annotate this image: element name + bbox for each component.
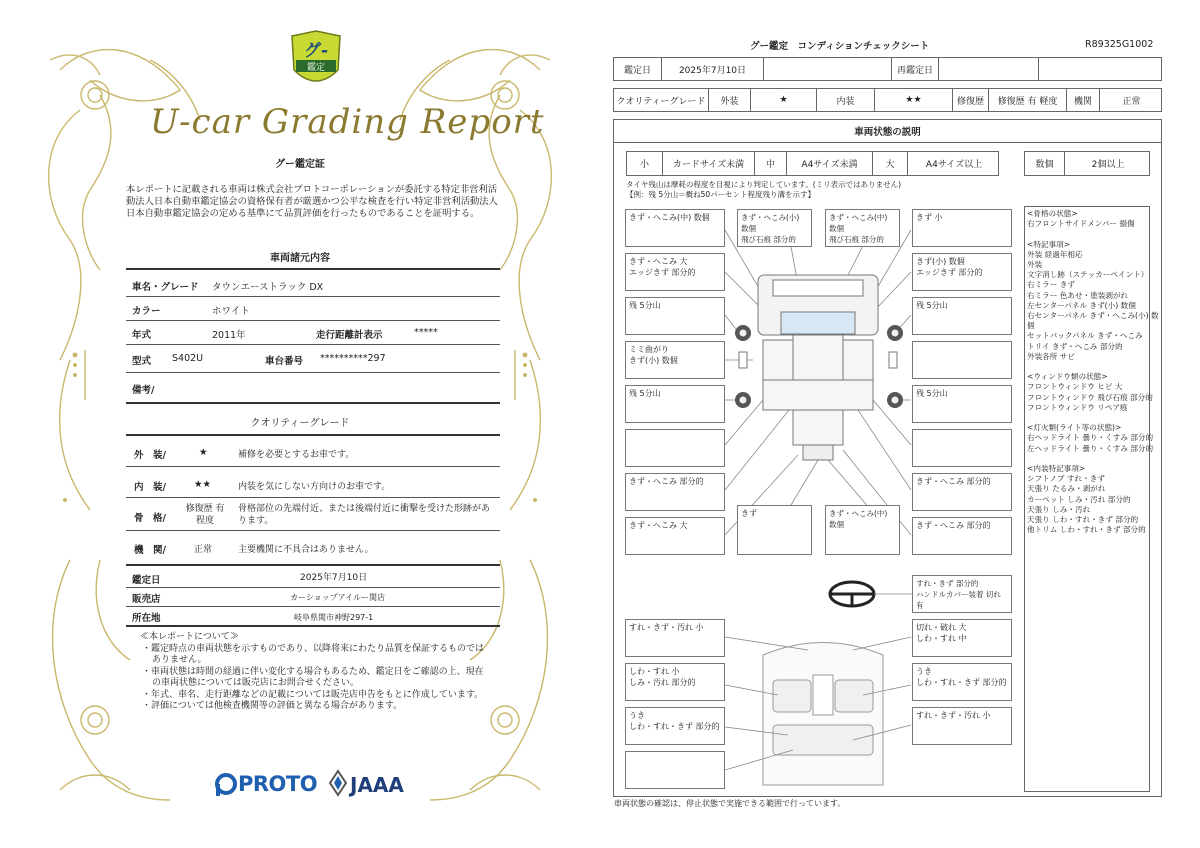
legend-small: 小 [627, 152, 663, 175]
side-note-line: <特記事項> [1027, 239, 1071, 249]
grade-label: クオリティーグレード [614, 89, 709, 111]
side-note-line: <骨格の状態> [1027, 209, 1078, 218]
int-box [625, 751, 725, 789]
mileage-label: 走行距離計表示 [316, 330, 383, 341]
sheet-title: グー鑑定 コンディションチェックシート [750, 41, 930, 52]
jaaa-logo-icon [328, 769, 348, 797]
side-note-line: 文字消し跡（ステッカーペイント） [1027, 270, 1149, 280]
ext-box: ミミ曲がり きず(小) 数個 [625, 341, 725, 379]
side-note-line: 右ミラー きず [1027, 280, 1075, 290]
side-note-line: トリイ きず・へこみ 部分的 [1027, 341, 1123, 351]
spec-title: 車両諸元内容 [270, 253, 330, 264]
int-box: うき しわ・すれ・きず 部分的 [912, 663, 1012, 701]
name-value: タウンエーストラック DX [212, 282, 324, 293]
quality-label-engine: 機 関/ [134, 545, 166, 556]
name-label: 車名・グレード [132, 282, 199, 293]
side-note-line [1027, 229, 1162, 239]
ext-box: きず・へこみ(中) 数個 [625, 209, 725, 247]
legend-mid: 中 [755, 152, 787, 175]
legend-small-desc: カードサイズ未満 [663, 152, 755, 175]
cert-title: グー鑑定証 [275, 159, 325, 170]
ext-box: きず・へこみ 部分的 [625, 473, 725, 511]
script-title: U-car Grading Report [150, 102, 545, 142]
date-row [613, 57, 1162, 81]
int-value: ★★ [875, 89, 953, 111]
int-box: すれ・きず・汚れ 小 [625, 619, 725, 657]
report-notes [140, 632, 490, 713]
ext-box: きず・へこみ 部分的 [912, 473, 1012, 511]
tire-note-1: タイヤ残山は摩耗の程度を目視により判定しています。(ミリ表示ではありません) [626, 180, 902, 189]
address-label: 所在地 [132, 613, 161, 624]
side-note-line: <灯火類(ライト等の状態)> [1027, 423, 1122, 433]
dealer: カーショップアイルー関店 [290, 593, 385, 602]
side-note-line: 右センターパネル きず・へこみ(小) 数個 [1027, 311, 1159, 331]
ext-box: きず・へこみ 大 エッジきず 部分的 [625, 253, 725, 291]
svg-text:グ-: グ- [303, 41, 329, 61]
side-note-line: フロントウィンドウ リペア痕 [1027, 402, 1128, 412]
side-note-line: <ウィンドウ類の状態> [1027, 372, 1108, 382]
ext-box [625, 429, 725, 467]
quality-desc-int: 内装を気にしない方向けのお車です。 [238, 482, 391, 492]
int-label: 内装 [817, 89, 875, 111]
ext-box: 残 5分山 [625, 385, 725, 423]
sheet-id: R89325G1002 [1085, 39, 1154, 50]
quality-label-frame: 骨 格/ [134, 513, 166, 524]
int-box-wheel: すれ・きず 部分的 ハンドルカバー装着 切れ有 [912, 575, 1012, 613]
count-legend [1024, 151, 1150, 176]
notes-title: ≪本レポートについて≫ [140, 632, 239, 642]
int-box: すれ・きず・汚れ 小 [912, 707, 1012, 745]
tire-note-2: 【例：残 5分山＝概ね50パーセント程度残り溝を示す】 [626, 190, 816, 199]
date-label: 鑑定日 [614, 58, 662, 80]
side-note-line: 外装 経過年相応 [1027, 249, 1083, 259]
engine-label: 機関 [1067, 89, 1100, 111]
reappraisal-label: 再鑑定日 [892, 58, 939, 80]
model-value: S402U [172, 353, 204, 364]
legend-count-desc: 2個以上 [1091, 160, 1125, 170]
model-label: 型式 [132, 356, 152, 367]
size-legend [626, 151, 999, 176]
ext-box: きず(小) 数個 エッジきず 部分的 [912, 253, 1012, 291]
int-box: うき しわ・すれ・きず 部分的 [625, 707, 725, 745]
side-note-line: 左ヘッドライト 曇り・くすみ 部分的 [1027, 443, 1154, 453]
side-note-line: 外装 [1027, 260, 1043, 270]
int-box: しわ・すれ 小 しみ・汚れ 部分的 [625, 663, 725, 701]
side-note-line: 天張り しみ・汚れ [1027, 504, 1091, 514]
ext-box: 残 5分山 [912, 385, 1012, 423]
ext-box: きず・へこみ(中) 数個 飛び石痕 部分的 [825, 209, 900, 247]
side-note-line: 右ミラー 色あせ・塗装剥がれ [1027, 290, 1129, 300]
remarks-label: 備考/ [132, 385, 155, 396]
side-note-line: <内装特記事項> [1027, 464, 1086, 474]
date-value: 2025年7月10日 [662, 58, 764, 80]
quality-desc-engine: 主要機関に不具合はありません。 [238, 545, 374, 555]
ext-box [912, 341, 1012, 379]
address: 岐阜県関市神野297-1 [294, 613, 374, 622]
side-note-line [1027, 454, 1162, 464]
grade-row [613, 88, 1162, 112]
note-item: ・車両状態は時間の経過に伴い変化する場合もあるため、鑑定日をご確認の上、現在の車両状態については販売店にお問合せください。 [142, 666, 484, 688]
legend-mid-desc: A4サイズ未満 [787, 152, 873, 175]
ext-box: きず・へこみ 部分的 [912, 517, 1012, 555]
reappraisal-blank [1039, 58, 1163, 80]
legend-large: 大 [873, 152, 908, 175]
year-value: 2011年 [212, 330, 246, 341]
side-note-line: フロントウィンドウ 飛び石痕 部分的 [1027, 392, 1153, 402]
side-note-line: フロントウィンドウ ヒビ 大 [1027, 382, 1123, 392]
section-title: 車両状態の説明 [613, 119, 1162, 143]
note-item: ・鑑定時点の車両状態を示すものであり、以降将来にわたり品質を保証するものではありません。 [142, 643, 485, 665]
side-note-line: 外装各所 サビ [1027, 351, 1075, 361]
side-note-line: カーペット しみ・汚れ 部分的 [1027, 494, 1131, 504]
ext-box: 残 5分山 [625, 297, 725, 335]
date-blank [764, 58, 892, 80]
color-value: ホワイト [212, 306, 250, 317]
side-note-line [1027, 413, 1162, 423]
legend-large-desc: A4サイズ以上 [925, 160, 983, 170]
repair-label: 修復歴 [953, 89, 989, 111]
quality-desc-frame: 骨格部位の先端付近、または後端付近に衝撃を受けた形跡があります。 [238, 504, 491, 526]
ext-box: きず 小 [912, 209, 1012, 247]
ext-label: 外装 [709, 89, 751, 111]
quality-label-ext: 外 装/ [134, 450, 166, 461]
svg-text:鑑定: 鑑定 [306, 63, 326, 73]
side-note-line: 右ヘッドライト 曇り・くすみ 部分的 [1027, 433, 1154, 443]
mileage-value: ***** [414, 327, 438, 338]
quality-desc-ext: 補修を必要とするお車です。 [238, 450, 355, 460]
side-note-line: 左センターパネル きず(小) 数個 [1027, 300, 1136, 310]
ext-value: ★ [751, 89, 817, 111]
chassis-value: **********297 [320, 353, 386, 364]
dealer-label: 販売店 [132, 594, 161, 605]
proto-logo: PROTO [238, 772, 318, 796]
appraisal-date-label: 鑑定日 [132, 575, 161, 586]
side-note-line: 天張り しわ・すれ・きず 部分的 [1027, 515, 1139, 525]
chassis-label: 車台番号 [265, 356, 304, 367]
ext-box [912, 429, 1012, 467]
quality-label-int: 内 装/ [134, 482, 166, 493]
int-box: 切れ・破れ 大 しわ・すれ 中 [912, 619, 1012, 657]
quality-title: クオリティーグレード [250, 418, 350, 429]
appraisal-date: 2025年7月10日 [300, 573, 368, 583]
goo-appraisal-badge-icon [288, 30, 344, 92]
year-label: 年式 [132, 330, 152, 341]
color-label: カラー [132, 306, 161, 317]
reappraisal-value [939, 58, 1039, 80]
side-note-line: 右フロントサイドメンバー 損傷 [1027, 219, 1135, 229]
engine-value: 正常 [1122, 96, 1141, 107]
note-item: ・評価については他検査機関等の評価と異なる場合があります。 [142, 701, 403, 711]
quality-value-engine: 正常 [194, 545, 213, 555]
side-note-line: セットバックパネル きず・へこみ [1027, 331, 1143, 341]
quality-value-frame: 修復歴 有 程度 [185, 504, 225, 526]
quality-value-ext: ★ [199, 447, 208, 458]
side-note-line: シフトノブ すれ・きず [1027, 474, 1105, 484]
side-notes [1027, 209, 1162, 536]
ext-box: きず・へこみ(小) 数個 飛び石痕 部分的 [737, 209, 812, 247]
proto-logo-icon [214, 772, 238, 798]
ext-box: 残 5分山 [912, 297, 1012, 335]
ext-box: きず・へこみ(中) 数個 [825, 505, 900, 555]
jaaa-logo: JAAA [350, 773, 404, 797]
legend-count: 数個 [1025, 152, 1065, 175]
repair-value: 修復歴 有 軽度 [989, 89, 1067, 111]
ext-box: きず [737, 505, 812, 555]
sheet-footer: 車両状態の確認は、停止状態で実施できる範囲で行っています。 [614, 799, 846, 808]
ext-box: きず・へこみ 大 [625, 517, 725, 555]
cert-text: 本レポートに記載される車両は株式会社プロトコーポレーションが委託する特定非営利活動法人日本自動車鑑定協会の資格保有者が厳選かつ公平な検査を行い特定非営利活動法人日本自動車鑑定協会の定める基準にて品質評価を行ったものであることを証明する。 [126, 184, 498, 219]
side-note-line: 他トリム しわ・すれ・きず 部分的 [1027, 525, 1146, 535]
quality-value-int: ★★ [194, 479, 212, 490]
note-item: ・年式、車名、走行距離などの記載については販売店申告をもとに作成しています。 [142, 689, 484, 700]
side-note-line: 天張り たるみ・剥がれ [1027, 484, 1106, 494]
steering-wheel-icon [830, 582, 874, 606]
side-note-line [1027, 362, 1162, 372]
